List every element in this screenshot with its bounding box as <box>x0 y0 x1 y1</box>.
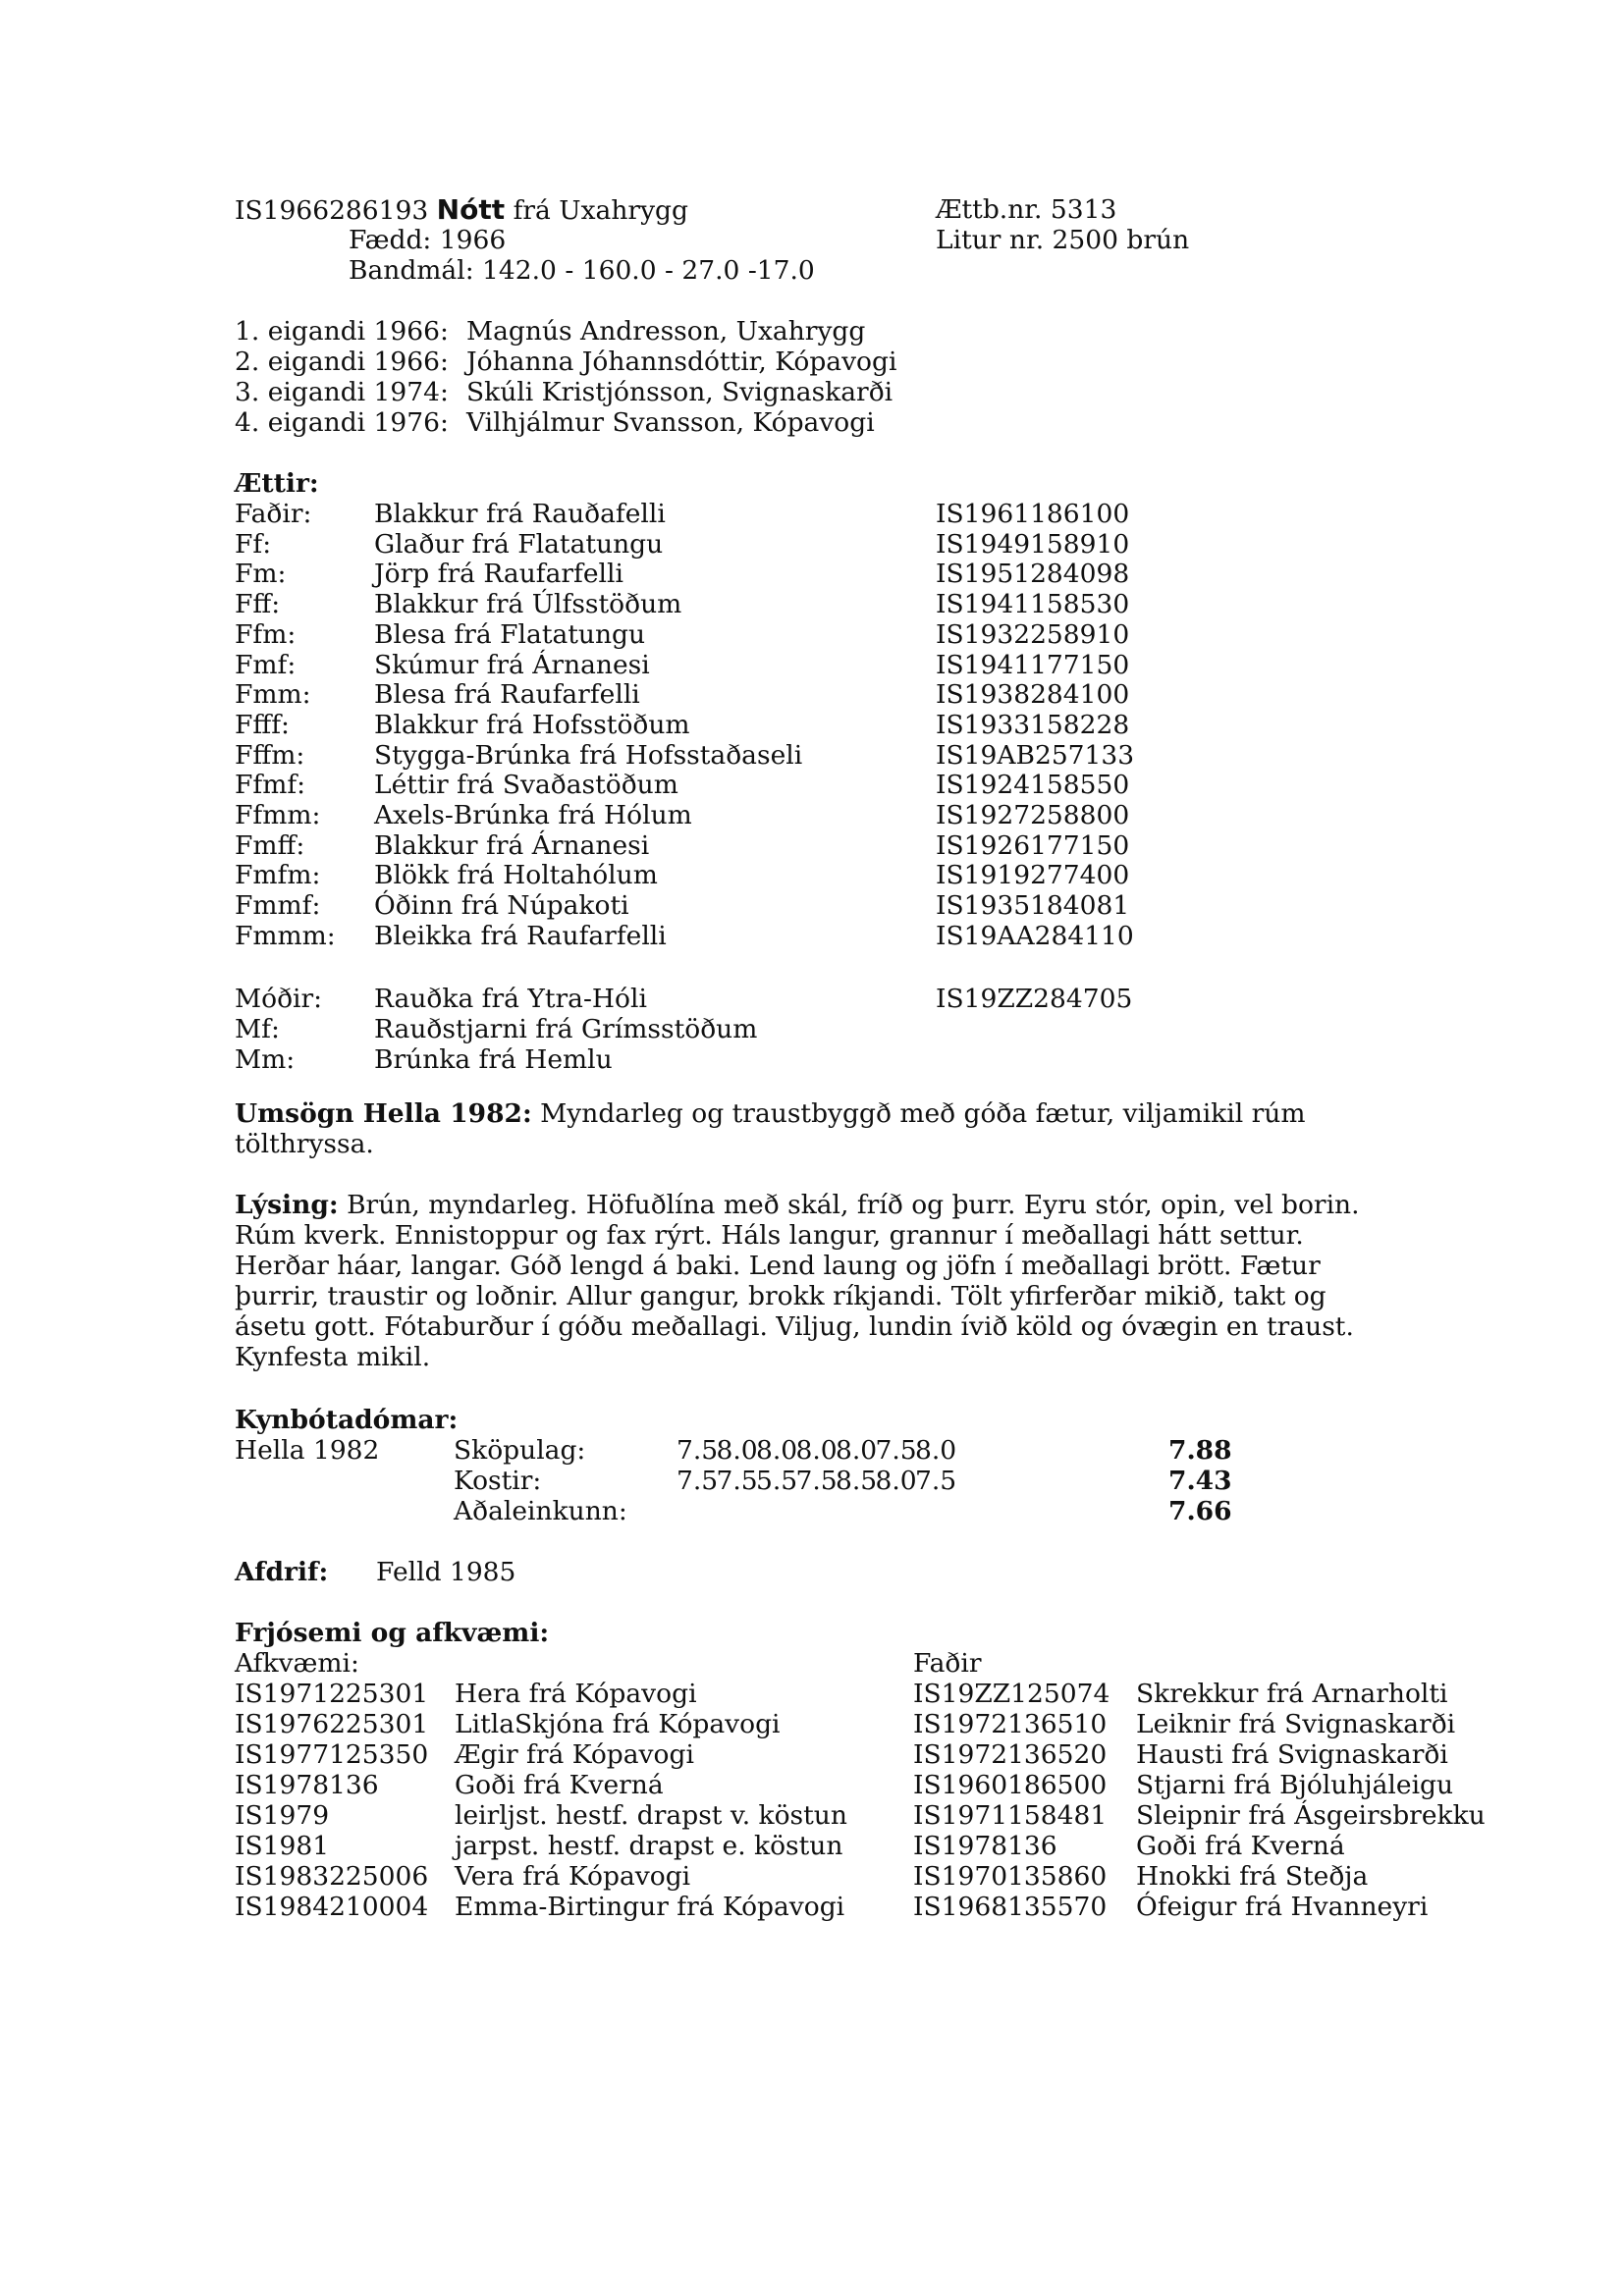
owner-label: 2. eigandi 1966: <box>235 347 449 377</box>
horse-origin: frá Uxahrygg <box>513 195 688 226</box>
score-total: 7.66 <box>1168 1496 1232 1526</box>
sire-name: Goði frá Kverná <box>1136 1831 1345 1861</box>
birth-year: Fædd: 1966 <box>349 225 507 255</box>
umsogn-paragraph <box>235 1098 1393 1159</box>
score-value: 5.5 <box>756 1466 798 1496</box>
score-value: 8.0 <box>795 1435 838 1466</box>
offspring-name: Emma-Birtingur frá Kópavogi <box>455 1892 845 1922</box>
score-value: 8.0 <box>875 1466 917 1496</box>
pedigree-name: Brúnka frá Hemlu <box>374 1044 613 1075</box>
pedigree-relation: Fm: <box>235 559 287 590</box>
score-value: 8.0 <box>756 1435 798 1466</box>
offspring-id: IS1976225301 <box>235 1709 429 1739</box>
owner-label: 4. eigandi 1976: <box>235 407 449 438</box>
kynbot-heading: Kynbótadómar: <box>235 1405 459 1435</box>
score-value: 7.5 <box>795 1466 838 1496</box>
score-value: 7.5 <box>875 1435 917 1466</box>
score-value: 7.5 <box>677 1466 719 1496</box>
offspring-name: leirljst. hestf. drapst v. köstun <box>455 1800 847 1831</box>
pedigree-relation: Ff: <box>235 528 272 560</box>
color-code: Litur nr. 2500 brún <box>936 225 1190 255</box>
pedigree-id: IS1941158530 <box>936 589 1130 620</box>
pedigree-id: IS1919277400 <box>936 860 1130 891</box>
score-value: 8.0 <box>836 1435 878 1466</box>
score-value: 8.0 <box>716 1435 758 1466</box>
offspring-id: IS1977125350 <box>235 1739 429 1770</box>
offspring-id: IS1983225006 <box>235 1861 429 1892</box>
offspring-name: Goði frá Kverná <box>455 1770 664 1800</box>
pedigree-relation: Faðir: <box>235 499 312 529</box>
sire-id: IS1972136510 <box>913 1709 1108 1739</box>
pedigree-relation: Fmfm: <box>235 860 321 891</box>
pedigree-relation: Fmf: <box>235 649 297 680</box>
pedigree-name: Blesa frá Raufarfelli <box>374 679 640 711</box>
pedigree-name: Skúmur frá Árnanesi <box>374 649 650 680</box>
pedigree-id: IS1926177150 <box>936 829 1130 861</box>
offspring-name: Ægir frá Kópavogi <box>455 1739 694 1770</box>
afdrif-label: Afdrif: <box>235 1557 329 1587</box>
horse-name: Nótt <box>436 193 506 226</box>
owner-name: Vilhjálmur Svansson, Kópavogi <box>466 407 875 438</box>
score-value: 7.5 <box>915 1466 957 1496</box>
sire-name: Leiknir frá Svignaskarði <box>1136 1709 1456 1739</box>
owner-label: 1. eigandi 1966: <box>235 316 449 347</box>
pedigree-relation: Fmff: <box>235 829 305 861</box>
offspring-heading: Frjósemi og afkvæmi: <box>235 1618 550 1648</box>
offspring-name: jarpst. hestf. drapst e. köstun <box>455 1831 843 1861</box>
pedigree-id: IS1941177150 <box>936 649 1130 680</box>
pedigree-name: Rauðstjarni frá Grímsstöðum <box>374 1014 758 1044</box>
owner-name: Jóhanna Jóhannsdóttir, Kópavogi <box>466 347 897 377</box>
score-label: Kostir: <box>454 1466 542 1496</box>
sire-name: Hausti frá Svignaskarði <box>1136 1739 1448 1770</box>
pedigree-relation: Mm: <box>235 1044 296 1075</box>
pedigree-id: IS1951284098 <box>936 559 1130 590</box>
sire-col-header: Faðir <box>913 1648 982 1679</box>
pedigree-id: IS1924158550 <box>936 770 1130 801</box>
offspring-name: Hera frá Kópavogi <box>455 1679 697 1709</box>
pedigree-name: Blökk frá Holtahólum <box>374 860 658 891</box>
pedigree-relation: Ffmf: <box>235 770 306 801</box>
aettir-heading: Ættir: <box>235 468 319 499</box>
pedigree-id: IS1949158910 <box>936 528 1130 560</box>
pedigree-relation: Ffmm: <box>235 800 321 830</box>
sire-id: IS1960186500 <box>913 1770 1108 1800</box>
offspring-col-header: Afkvæmi: <box>235 1648 359 1679</box>
sire-id: IS1978136 <box>913 1831 1057 1861</box>
lysing-label: Lýsing: <box>235 1190 339 1220</box>
pedigree-relation: Ffff: <box>235 709 290 740</box>
lysing-paragraph <box>235 1190 1393 1372</box>
pedigree-relation: Ffm: <box>235 618 297 650</box>
horse-id: IS1966286193 <box>235 195 429 226</box>
horse-title-line <box>235 194 688 226</box>
kynbot-show: Hella 1982 <box>235 1435 380 1466</box>
pedigree-name: Bleikka frá Raufarfelli <box>374 920 667 951</box>
pedigree-relation: Fmm: <box>235 679 311 711</box>
offspring-id: IS1984210004 <box>235 1892 429 1922</box>
score-total: 7.43 <box>1168 1466 1232 1496</box>
score-label: Sköpulag: <box>454 1435 586 1466</box>
pedigree-name: Blakkur frá Hofsstöðum <box>374 709 690 740</box>
offspring-name: Vera frá Kópavogi <box>455 1861 691 1892</box>
sire-name: Ófeigur frá Hvanneyri <box>1136 1892 1429 1922</box>
score-value: 8.5 <box>836 1466 878 1496</box>
offspring-id: IS1978136 <box>235 1770 379 1800</box>
sire-id: IS1971158481 <box>913 1800 1108 1831</box>
pedigree-id: IS1933158228 <box>936 709 1130 740</box>
pedigree-name: Blesa frá Flatatungu <box>374 618 646 650</box>
owner-label: 3. eigandi 1974: <box>235 377 449 407</box>
pedigree-relation: Móðir: <box>235 984 323 1014</box>
pedigree-id: IS19AA284110 <box>936 920 1134 951</box>
offspring-name: LitlaSkjóna frá Kópavogi <box>455 1709 781 1739</box>
offspring-id: IS1979 <box>235 1800 330 1831</box>
lysing-text: Brún, myndarleg. Höfuðlína með skál, fríð og þurr. Eyru stór, opin, vel borin. Rúm kverk. Ennistoppur og fax rýrt. Háls langur, grannur í meðallagi hátt settur. Herðar háar, langar. Góð lengd á baki. Lend laung og jöfn í meðallagi brött. Fætur þurrir, traustir og loðnir. Allur gangur, brokk ríkjandi. Tölt yfirferðar mikið, takt og ásetu gott. Fótaburður í góðu meðallagi. Viljug, lundin ívið köld og óvægin en traust. Kynfesta mikil. <box>235 1190 1360 1372</box>
sire-id: IS1972136520 <box>913 1739 1108 1770</box>
score-total: 7.88 <box>1168 1435 1232 1466</box>
pedigree-relation: Fmmm: <box>235 920 336 951</box>
afdrif-value: Felld 1985 <box>376 1557 516 1587</box>
pedigree-id: IS19ZZ284705 <box>936 984 1133 1014</box>
pedigree-id: IS1935184081 <box>936 890 1130 922</box>
sire-id: IS1970135860 <box>913 1861 1108 1892</box>
pedigree-id: IS1961186100 <box>936 499 1130 529</box>
pedigree-name: Jörp frá Raufarfelli <box>374 559 623 590</box>
pedigree-name: Axels-Brúnka frá Hólum <box>374 800 692 830</box>
pedigree-id: IS1938284100 <box>936 679 1130 711</box>
pedigree-name: Blakkur frá Rauðafelli <box>374 499 666 529</box>
sire-name: Hnokki frá Steðja <box>1136 1861 1369 1892</box>
pedigree-name: Blakkur frá Úlfsstöðum <box>374 589 682 620</box>
pedigree-relation: Fffm: <box>235 739 305 771</box>
sire-name: Stjarni frá Bjóluhjáleigu <box>1136 1770 1454 1800</box>
pedigree-id: IS1927258800 <box>936 800 1130 830</box>
pedigree-name: Glaður frá Flatatungu <box>374 528 664 560</box>
sire-id: IS1968135570 <box>913 1892 1108 1922</box>
pedigree-name: Rauðka frá Ytra-Hóli <box>374 984 647 1014</box>
umsogn-label: Umsögn Hella 1982: <box>235 1098 532 1129</box>
sire-name: Skrekkur frá Arnarholti <box>1136 1679 1448 1709</box>
pedigree-id: IS19AB257133 <box>936 739 1135 771</box>
umsogn-text: Myndarleg og traustbyggð með góða fætur, viljamikil rúm tölthryssa. <box>235 1098 1306 1159</box>
pedigree-name: Óðinn frá Núpakoti <box>374 890 629 922</box>
score-label: Aðaleinkunn: <box>454 1496 627 1526</box>
offspring-id: IS1981 <box>235 1831 330 1861</box>
studbook-number: Ættb.nr. 5313 <box>936 194 1117 225</box>
pedigree-name: Blakkur frá Árnanesi <box>374 829 650 861</box>
score-value: 7.5 <box>677 1435 719 1466</box>
score-value: 7.5 <box>716 1466 758 1496</box>
pedigree-id: IS1932258910 <box>936 618 1130 650</box>
score-value: 8.0 <box>915 1435 957 1466</box>
pedigree-relation: Mf: <box>235 1014 280 1044</box>
pedigree-relation: Fff: <box>235 589 281 620</box>
sire-name: Sleipnir frá Ásgeirsbrekku <box>1136 1800 1486 1831</box>
pedigree-name: Stygga-Brúnka frá Hofsstaðaseli <box>374 739 803 771</box>
owner-name: Skúli Kristjónsson, Svignaskarði <box>466 377 893 407</box>
sire-id: IS19ZZ125074 <box>913 1679 1110 1709</box>
pedigree-relation: Fmmf: <box>235 890 321 922</box>
owner-name: Magnús Andresson, Uxahrygg <box>466 316 866 347</box>
offspring-id: IS1971225301 <box>235 1679 429 1709</box>
pedigree-name: Léttir frá Svaðastöðum <box>374 770 678 801</box>
measurements: Bandmál: 142.0 - 160.0 - 27.0 -17.0 <box>349 255 815 286</box>
